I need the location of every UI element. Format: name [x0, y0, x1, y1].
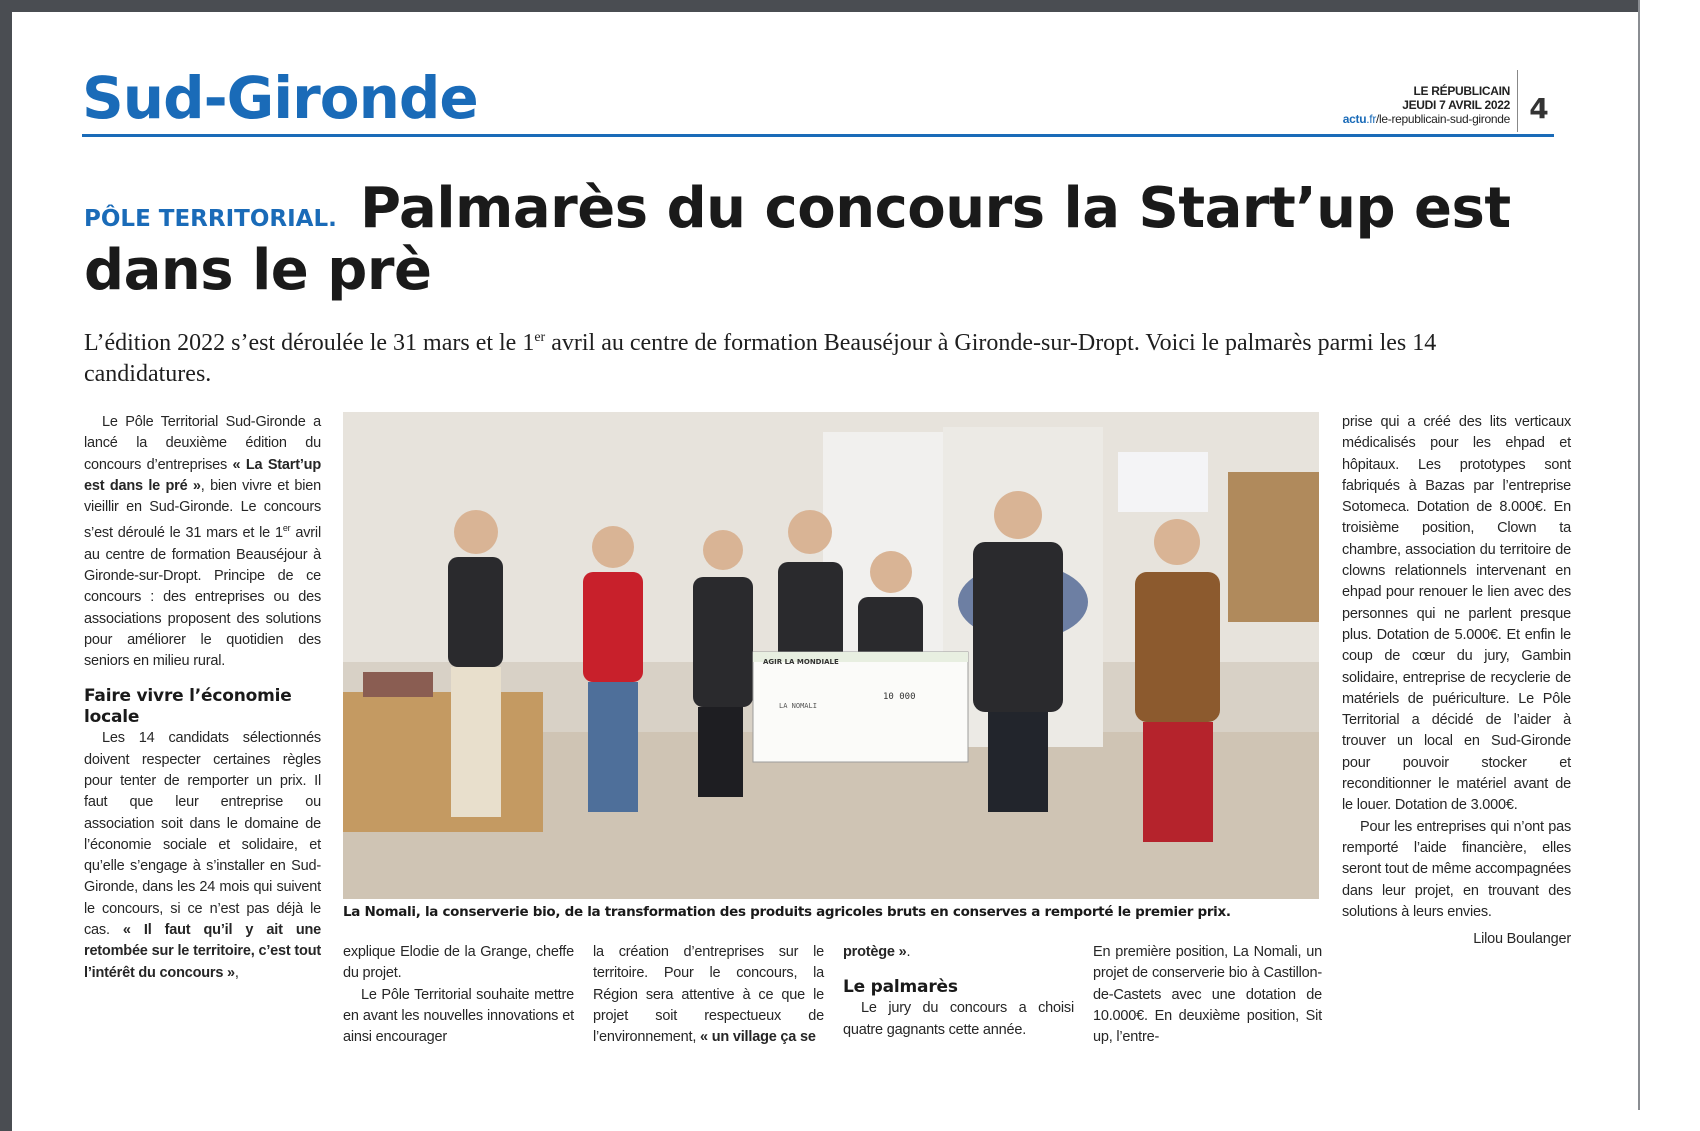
photo-illustration	[343, 412, 1319, 899]
page-number: 4	[1529, 92, 1549, 125]
cheque-amount: 10 000	[883, 692, 916, 702]
header-rule	[82, 134, 1554, 137]
article-column-5	[1093, 942, 1322, 1048]
col1-quote: « La Start’up est dans le pré »	[84, 456, 321, 494]
publication-url[interactable]	[1250, 112, 1510, 126]
col1-p2-quote: « Il faut qu’il y ait une retombée sur le territoire, c’est tout l’intérêt du concours »	[84, 922, 322, 981]
col1-paragraph-2	[84, 728, 321, 984]
col3-text-a: la création d’entreprises sur le territoire. Pour le concours, la Région sera attentive à ce que le projet soit respectueux de l’environnement,	[593, 944, 824, 1046]
article-column-4	[843, 942, 1074, 1041]
col1-paragraph-1	[84, 412, 321, 672]
article-photo	[343, 412, 1319, 899]
article-standfirst	[84, 322, 1544, 390]
standfirst-part-b: avril au centre de formation Beauséjour à Gironde-sur-Dropt. Voici le palmarès parmi les 14 candidatures.	[84, 330, 1437, 387]
url-actu: actu	[1342, 112, 1367, 126]
standfirst-part-a: L’édition 2022 s’est déroulée le 31 mars et le 1	[84, 330, 535, 356]
col2-paragraph-2: Le Pôle Territorial souhaite mettre en avant les nouvelles innovations et ainsi encourager	[343, 986, 574, 1046]
col3-paragraph-1	[593, 942, 824, 1048]
col6-paragraph-2: Pour les entreprises qui n’ont pas remporté l’aide financière, elles seront tout de même accompagnées dans leur projet, en trouvant des solutions à leurs envies.	[1342, 818, 1571, 920]
col1-text-c: avril au centre de formation Beauséjour à Gironde-sur-Dropt. Principe de ce concours : des entreprises ou des associations proposent des solutions pour améliorer le quotidien des seniors en milieu rural.	[84, 525, 321, 670]
col5-paragraph-1: En première position, La Nomali, un projet de conserverie bio à Castillon-de-Castets avec une dotation de 10.000€. En deuxième position, Sit up, l’entre-	[1093, 944, 1322, 1046]
article-column-2	[343, 942, 574, 1048]
publication-name: LE RÉPUBLICAIN	[1413, 84, 1510, 98]
col4-paragraph-1	[843, 942, 1074, 963]
article-column-6	[1342, 412, 1571, 950]
viewer-right-area	[1640, 0, 1700, 1131]
standfirst-sup: er	[534, 330, 546, 345]
photo-caption: La Nomali, la conserverie bio, de la transformation des produits agricoles bruts en conserves a remporté le premier prix.	[343, 904, 1231, 920]
masthead	[1250, 84, 1510, 126]
col1-sup: er	[282, 523, 291, 534]
col4-quote-end: protège »	[843, 944, 907, 960]
col2-paragraph-1: explique Elodie de la Grange, cheffe du projet.	[343, 944, 574, 982]
viewer-bottom-area	[12, 1110, 1640, 1131]
publication-date: JEUDI 7 AVRIL 2022	[1402, 98, 1510, 112]
article-headline: Palmarès du concours la Start’up est dans le prè	[84, 176, 1511, 303]
viewer-left-bar	[0, 0, 12, 1131]
article-column-1	[84, 412, 321, 984]
col1-p2-text-b: ,	[234, 964, 239, 981]
section-title: Sud-Gironde	[82, 64, 478, 132]
cheque-header: AGIR LA MONDIALE	[763, 658, 839, 666]
col1-p2-text-a: Les 14 candidats sélectionnés doivent respecter certaines règles pour tenter de remporter un prix. Il faut que leur entreprise ou association soit dans le domaine de l’économie sociale et solidaire, et qu’elle s’engage à s’installer en Sud-Gironde, dans les 24 mois qui suivent le concours, si ce n’est pas déjà le cas.	[84, 730, 321, 939]
masthead-divider	[1517, 70, 1518, 132]
cheque-payee: LA NOMALI	[779, 702, 817, 710]
url-fr: .fr	[1366, 112, 1377, 126]
viewer-top-bar	[0, 0, 1640, 12]
col1-text-b: , bien vivre et bien vieillir en Sud-Gironde. Le concours s’est déroulé le 31 mars et le 1	[84, 477, 321, 542]
article-kicker: PÔLE TERRITORIAL.	[84, 206, 337, 232]
col1-text-a: Le Pôle Territorial Sud-Gironde a lancé la deuxième édition du concours d’entreprises	[84, 414, 321, 473]
article-column-3	[593, 942, 824, 1048]
subhead-palmares: Le palmarès	[843, 977, 958, 998]
subhead-economie-locale: Faire vivre l’économie locale	[84, 686, 292, 728]
article-signature: Lilou Boulanger	[1473, 931, 1571, 948]
col4-paragraph-2: Le jury du concours a choisi quatre gagnants cette année.	[843, 1000, 1074, 1038]
col6-paragraph-1: prise qui a créé des lits verticaux médicalisés pour les ehpad et hôpitaux. Les prototypes sont fabriqués à Bazas par l’entreprise Sotomeca. Dotation de 8.000€. En troisième position, Clown ta chambre, association du territoire de clowns relationnels intervenant en ehpad pour renouer le lien avec des personnes qui ne parlent presque plus. Dotation de 5.000€. Et enfin le coup de cœur du jury, Gambin solidaire, entreprise de recyclerie de matériels de puériculture. Le Pôle Territorial a décidé de l’aider à trouver un local en Sud-Gironde pour pouvoir stocker et reconditionner le matériel avant de le louer. Dotation de 3.000€.	[1342, 414, 1571, 814]
col4-text-b: .	[906, 944, 911, 960]
col3-quote: « un village ça se	[700, 1029, 816, 1046]
url-path: /le-republicain-sud-gironde	[1376, 112, 1510, 126]
